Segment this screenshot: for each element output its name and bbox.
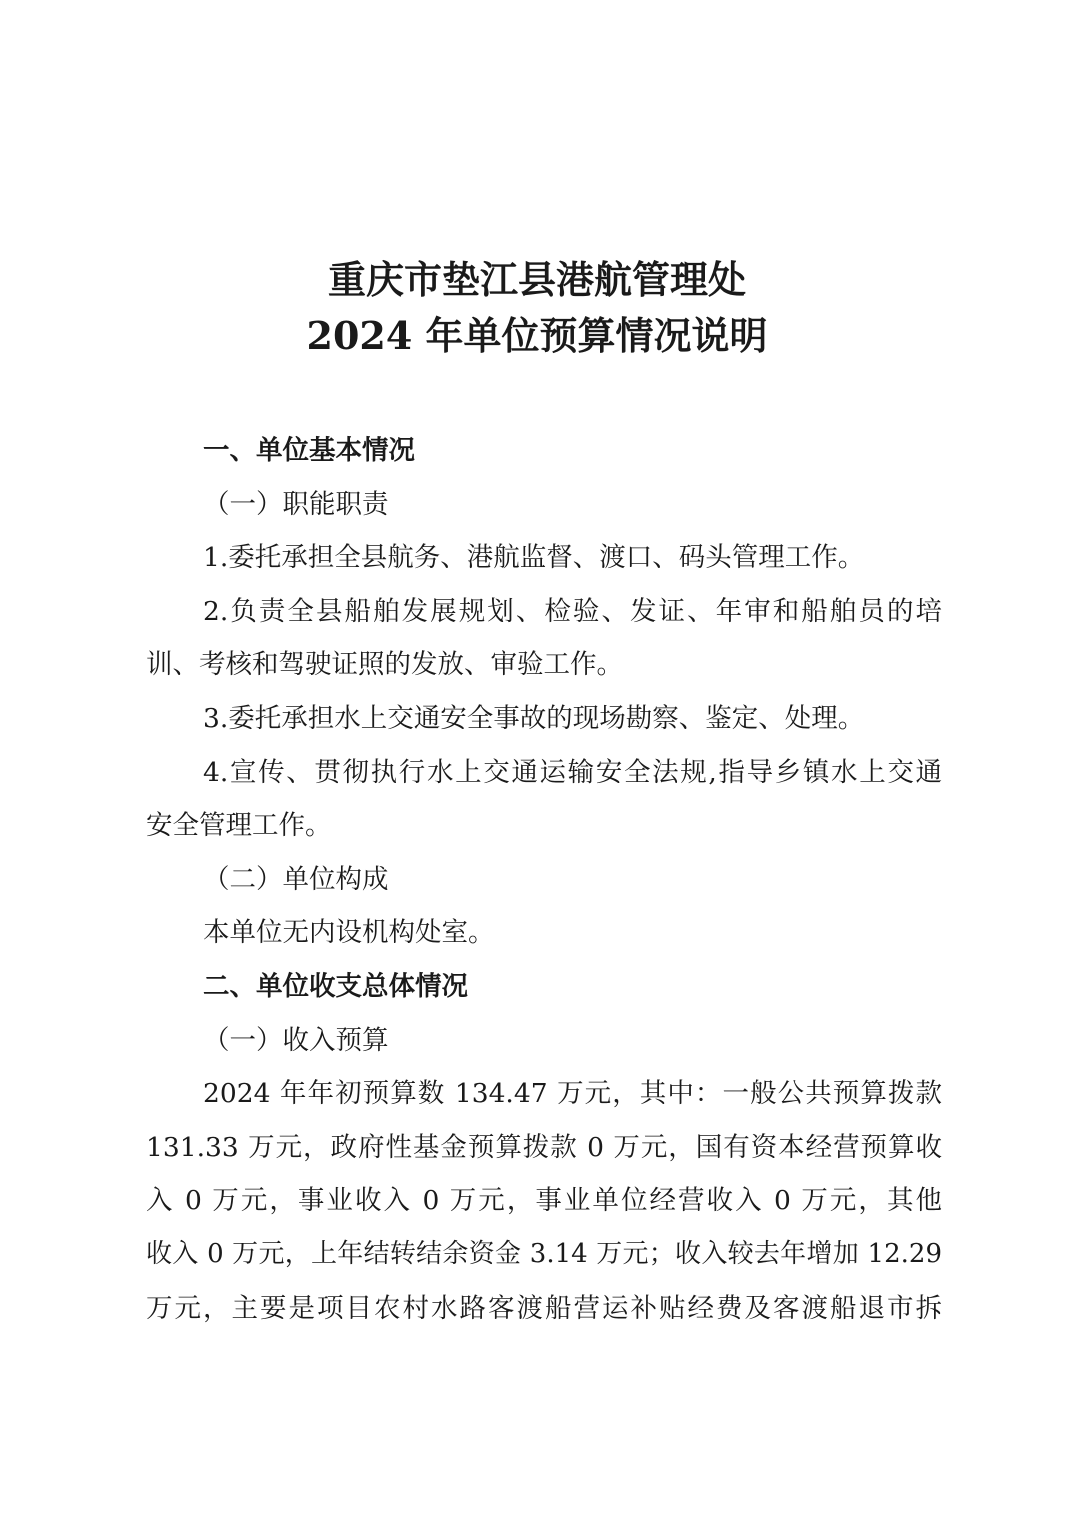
document-body — [146, 424, 942, 1335]
section-heading: 一、单位基本情况 — [203, 435, 415, 466]
paragraph-line: 入 0 万元，事业收入 0 万元，事业单位经营收入 0 万元，其他 — [146, 1185, 942, 1217]
paragraph-line: （一）收入预算 — [203, 1024, 389, 1056]
paragraph-line: （二）单位构成 — [203, 863, 389, 895]
paragraph-line: 收入 0 万元，上年结转结余资金 3.14 万元；收入较去年增加 12.29 — [146, 1238, 942, 1269]
paragraph-line: 4.宣传、贯彻执行水上交通运输安全法规,指导乡镇水上交通 — [203, 756, 942, 788]
title-line-2: 2024 年单位预算情况说明 — [306, 313, 768, 358]
paragraph-line: 本单位无内设机构处室。 — [203, 917, 495, 949]
paragraph-line: 万元，主要是项目农村水路客渡船营运补贴经费及客渡船退市拆 — [146, 1292, 942, 1324]
title-line-1: 重庆市垫江县港航管理处 — [327, 257, 746, 302]
paragraph-line: 3.委托承担水上交通安全事故的现场勘察、鉴定、处理。 — [203, 702, 865, 734]
paragraph-line: 1.委托承担全县航务、港航监督、渡口、码头管理工作。 — [203, 542, 865, 574]
paragraph-line: 131.33 万元，政府性基金预算拨款 0 万元，国有资本经营预算收 — [146, 1131, 942, 1163]
paragraph-line: 2.负责全县船舶发展规划、检验、发证、年审和船舶员的培 — [203, 595, 942, 627]
paragraph-line: 训、考核和驾驶证照的发放、审验工作。 — [146, 649, 623, 681]
paragraph-line: 安全管理工作。 — [146, 810, 332, 842]
document-title — [0, 252, 1074, 364]
section-heading: 二、单位收支总体情况 — [203, 970, 468, 1002]
paragraph-line: （一）职能职责 — [203, 488, 389, 520]
paragraph-line: 2024 年年初预算数 134.47 万元，其中：一般公共预算拨款 — [203, 1078, 942, 1110]
